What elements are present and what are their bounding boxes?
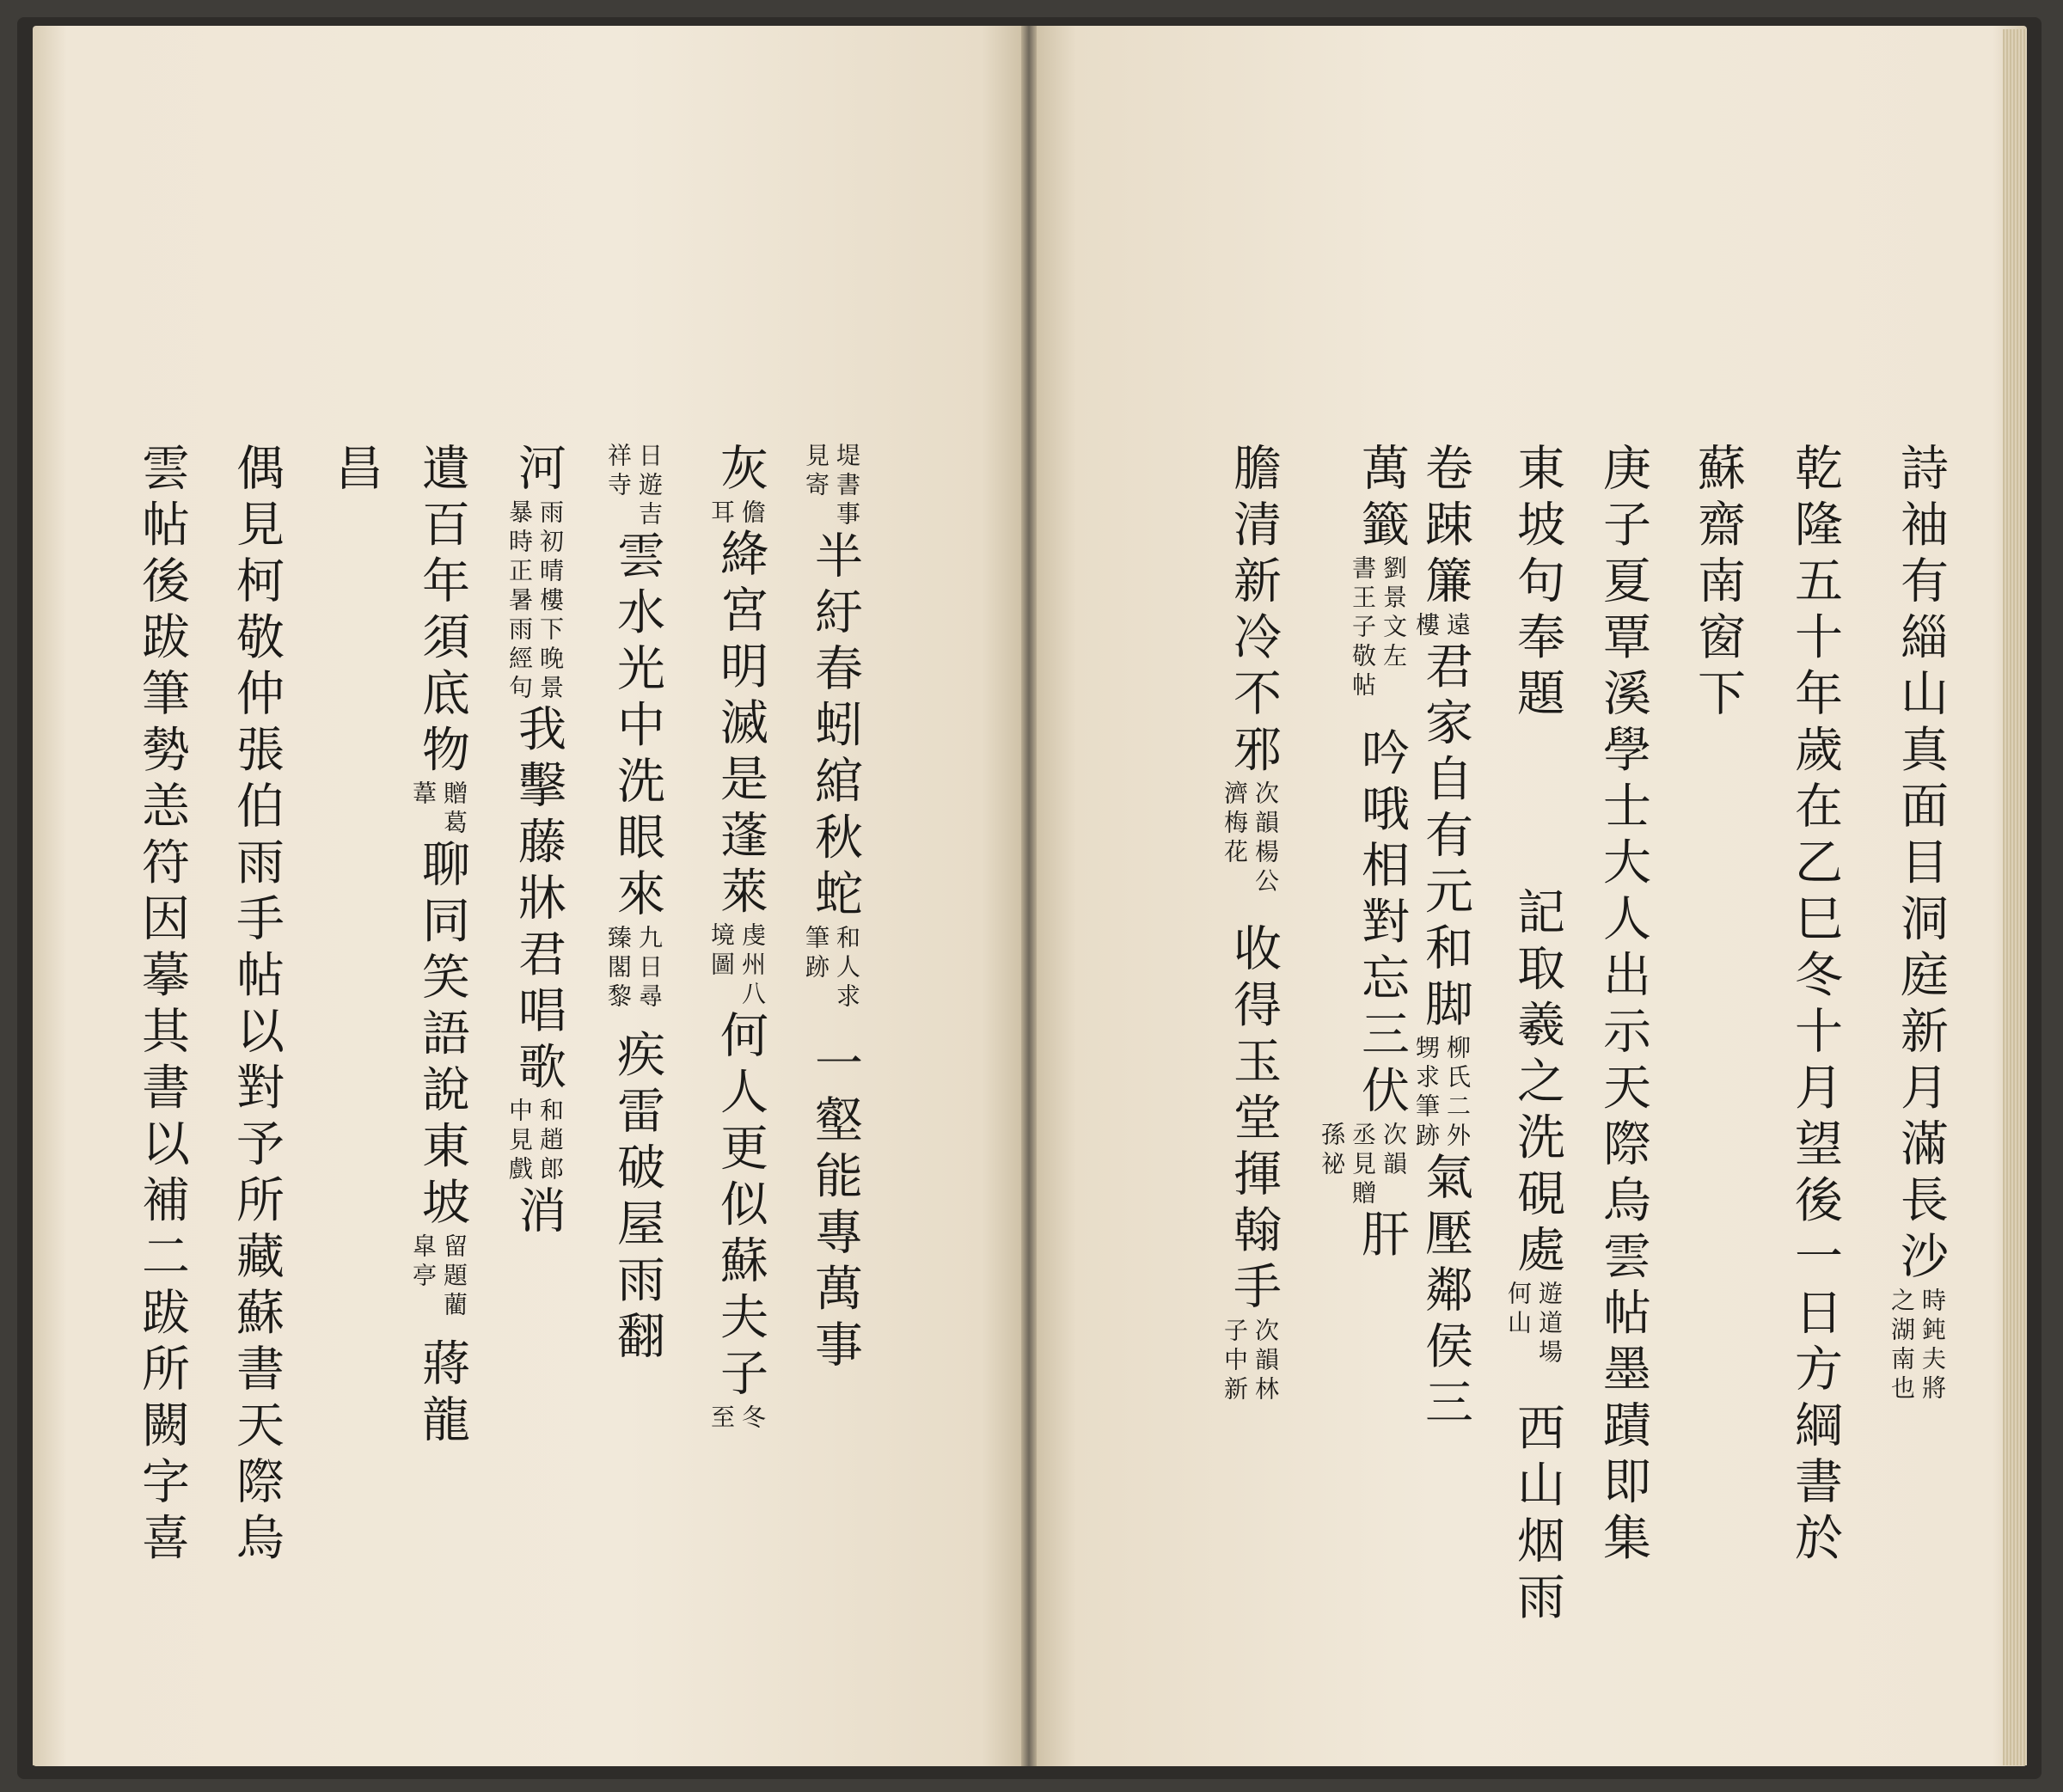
text-main: 膽清新冷不邪 xyxy=(1226,443,1282,780)
text-main: 西山烟雨 xyxy=(1509,1403,1565,1628)
annotation: 林 新 xyxy=(1221,1375,1280,1405)
right-col-7 xyxy=(1318,443,1410,1265)
annotation: 儋 耳 xyxy=(707,498,767,529)
text-main: 雲帖後跋筆勢恙符因摹其書以補二跋所闕字喜 xyxy=(134,443,190,1569)
annotation: 時 之 xyxy=(1888,1287,1947,1317)
right-col-8 xyxy=(1221,443,1282,1405)
text-main: 我擊藤牀君唱歌 xyxy=(511,703,566,1098)
text-main: 消 xyxy=(511,1185,566,1242)
text-main: 灰 xyxy=(713,443,768,499)
text-main: 蔣龍 xyxy=(414,1337,470,1451)
annotation: 雨初晴樓下晚景 暴時正暑雨經句 xyxy=(505,498,565,704)
annotation: 次韻楊公 濟梅花 xyxy=(1221,780,1280,897)
book-gutter xyxy=(1021,26,1037,1766)
annotation: 次韻 子中 xyxy=(1221,1317,1280,1376)
text-main: 昌 xyxy=(328,443,383,499)
right-col-6 xyxy=(1412,443,1473,1434)
text-main: 聊同笑語說東坡 xyxy=(414,839,470,1233)
text-main: 肝 xyxy=(1354,1208,1410,1265)
text-main: 半紆春蚓綰秋蛇 xyxy=(807,530,863,925)
annotation: 柳氏二外 甥求筆跡 xyxy=(1412,1035,1472,1152)
annotation: 鈍夫將 湖南也 xyxy=(1888,1316,1947,1404)
annotation: 虔州八 境圖 xyxy=(707,922,767,1010)
text-main: 乾隆五十年歲在乙巳冬十月望後一日方綱書於 xyxy=(1787,443,1843,1569)
annotation: 遊道場 何山 xyxy=(1504,1281,1564,1368)
left-col-3 xyxy=(604,443,665,1367)
left-col-5 xyxy=(409,443,470,1451)
left-col-7 xyxy=(229,443,285,1569)
annotation: 贈葛 葦 xyxy=(409,780,468,839)
left-col-6 xyxy=(328,443,383,499)
right-col-2 xyxy=(1787,443,1843,1569)
annotation: 和趙郎 中見戲 xyxy=(505,1098,565,1185)
text-main: 一壑能專萬事 xyxy=(807,1037,863,1376)
right-col-3 xyxy=(1690,443,1746,725)
text-main: 雲水光中洗眼來 xyxy=(609,530,665,925)
text-main: 疾雷破屋雨翻 xyxy=(609,1029,665,1367)
text-main: 蘇齋南窗下 xyxy=(1690,443,1746,725)
page-edges-right xyxy=(2003,29,2027,1765)
right-col-5 xyxy=(1504,443,1565,1628)
text-main: 收得玉堂揮翰手 xyxy=(1226,923,1282,1318)
annotation: 劉景文左 書王子敬帖 xyxy=(1349,555,1408,701)
right-col-1 xyxy=(1888,443,1949,1404)
text-main: 詩袖有緇山真面目洞庭新月滿長沙 xyxy=(1893,443,1949,1287)
text-main: 河 xyxy=(511,443,566,499)
annotation: 次韻 丞見贈 孫祕 xyxy=(1318,1121,1408,1209)
left-col-1 xyxy=(802,443,863,1376)
annotation: 留題藺 皐亭 xyxy=(409,1232,468,1321)
text-main: 吟哦相對忘三伏 xyxy=(1354,727,1410,1122)
right-col-4 xyxy=(1595,443,1651,1569)
text-main: 絳宮明滅是蓬萊 xyxy=(713,528,768,922)
book xyxy=(17,17,2042,1779)
text-main: 庚子夏覃溪學士大人出示天際烏雲帖墨蹟即集 xyxy=(1595,443,1651,1569)
text-main: 何人更似蘇夫子 xyxy=(713,1010,768,1404)
annotation: 冬 至 xyxy=(707,1404,767,1434)
annotation: 堤書事 見寄 xyxy=(802,443,861,530)
left-col-2 xyxy=(707,443,768,1434)
annotation: 和人求 筆跡 xyxy=(802,924,861,1012)
text-main: 東坡句奉題 xyxy=(1509,443,1565,725)
annotation: 日遊吉 祥寺 xyxy=(604,443,664,530)
left-col-8 xyxy=(134,443,190,1569)
left-col-4 xyxy=(505,443,566,1242)
text-main: 卷踈簾 xyxy=(1417,443,1473,612)
text-main: 萬籤 xyxy=(1354,443,1410,555)
text-main: 氣壓鄰侯三 xyxy=(1417,1152,1473,1434)
annotation: 九日尋 臻閣黎 xyxy=(604,924,664,1012)
text-main: 君家自有元和脚 xyxy=(1417,640,1473,1035)
text-main: 偶見柯敬仲張伯雨手帖以對予所藏蘇書天際烏 xyxy=(229,443,285,1569)
text-main: 記取羲之洗硯處 xyxy=(1509,886,1565,1281)
annotation: 遠 樓 xyxy=(1412,611,1472,641)
text-main: 遺百年須底物 xyxy=(414,443,470,780)
